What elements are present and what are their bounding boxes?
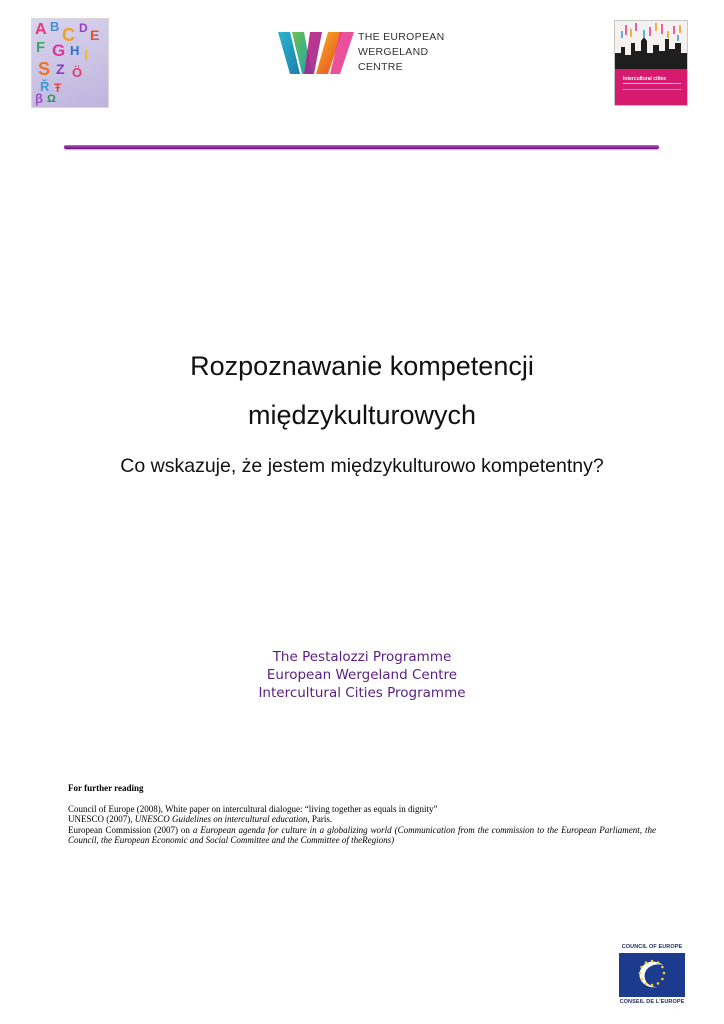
collage-letter: H [70, 43, 80, 58]
wordmark-line: CENTRE [358, 61, 403, 73]
reference-item [68, 814, 656, 825]
collage-letter: I [84, 47, 89, 64]
wordmark-line: WERGELAND [358, 46, 429, 58]
programme-item: Intercultural Cities Programme [258, 685, 466, 701]
council-of-europe-logo [619, 944, 685, 1006]
collage-letter: D [79, 21, 88, 35]
reference-text: European Commission (2007) on [68, 824, 193, 835]
collage-letter: Z [56, 61, 65, 77]
collage-letter: G [52, 41, 66, 60]
page-subtitle: Co wskazuje, że jestem międzykulturowo kompetentny? [120, 455, 604, 477]
collage-letter: A [35, 21, 47, 38]
collage-letter: β [35, 91, 43, 106]
european-wergeland-centre-logo [278, 28, 458, 78]
further-reading-section [68, 783, 656, 846]
reference-text: UNESCO (2007), [68, 814, 135, 825]
title-line: międzykulturowych [247, 400, 477, 430]
page-title [0, 342, 724, 440]
city-skyline-icon [615, 21, 687, 69]
coe-label-french: CONSEIL DE L'EUROPE [619, 999, 685, 1005]
reference-text: , Paris. [307, 814, 333, 825]
wergeland-wordmark [358, 30, 444, 75]
reference-title: UNESCO Guidelines on intercultural education [134, 814, 308, 825]
reference-item [68, 804, 656, 815]
collage-letter: B [50, 19, 60, 34]
coe-label-english: COUNCIL OF EUROPE [621, 944, 683, 950]
collage-letter: Ř [40, 79, 50, 94]
collage-letter: Ŧ [54, 81, 62, 95]
collage-letter: Ö [72, 65, 83, 80]
alphabet-collage-logo [31, 18, 109, 108]
programme-item: European Wergeland Centre [266, 667, 458, 683]
cover-illustration [615, 21, 687, 69]
header-divider [64, 145, 659, 149]
wergeland-w-mark-icon [278, 28, 354, 76]
reference-title: a European agenda for culture in a globalizing world (Communication from the commission to the European Parliament, the Council, the European Economic and Social Committee and the Committee of theRegions) [68, 824, 656, 846]
reference-item [68, 825, 656, 846]
programmes-list [0, 648, 724, 702]
collage-letter: S [38, 59, 51, 79]
coe-flag-icon [619, 953, 685, 997]
collage-letter: F [36, 39, 46, 56]
further-reading-heading: For further reading [68, 783, 144, 793]
cover-subtitle-lines [623, 83, 681, 90]
coe-stars-icon [619, 953, 685, 997]
wordmark-line: THE EUROPEAN [358, 31, 445, 43]
intercultural-cities-cover-logo [614, 20, 688, 106]
collage-letter: C [62, 25, 75, 45]
title-line: Rozpoznawanie kompetencji [190, 351, 534, 381]
reference-text: Council of Europe (2008), White paper on intercultural dialogue: “living together as equals in dignity” [68, 803, 438, 814]
cover-title: Intercultural cities [623, 76, 667, 82]
collage-letter: Ω [47, 93, 56, 105]
programme-item: The Pestalozzi Programme [272, 649, 452, 665]
collage-letter: E [90, 27, 100, 43]
